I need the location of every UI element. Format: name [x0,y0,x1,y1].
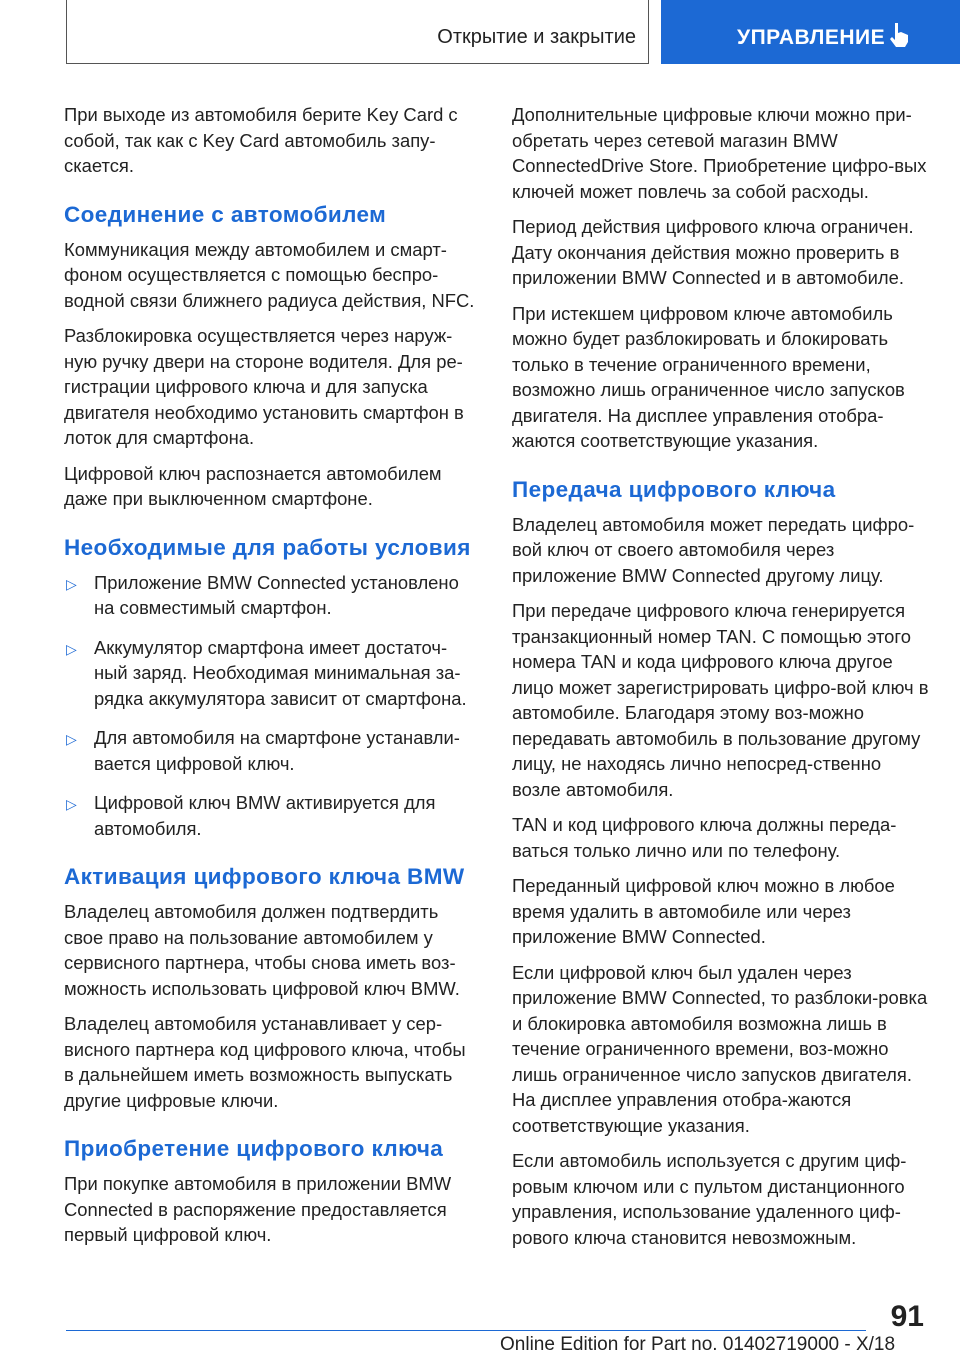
paragraph: TAN и код цифрового ключа должны переда-ваться только лично или по телефону. [512,814,897,861]
header-section-tab [66,0,649,64]
paragraph: При выходе из автомобиля берите Key Card с собой, так как с Key Card автомобиль запу-скается. [64,104,458,176]
paragraph: При истекшем цифровом ключе автомобиль можно будет разблокировать и блокировать только в течение ограниченного времени, возможно лишь ограниченное число запусков двигателя. На дисплее управления отобра-жаются соответствующие указания. [512,302,905,451]
list-item: ▷ Аккумулятор смартфона имеет достаточ-ный заряд. Необходимая минимальная за-рядка аккумулятора зависит от смартфона. [66,636,467,709]
header-section-title: Открытие и закрытие [437,26,636,48]
paragraph: Период действия цифрового ключа ограничен. Дату окончания действия можно проверить в приложении BMW Connected и в автомобиле. [512,216,914,288]
conditions-list [64,570,479,842]
paragraph: При передаче цифрового ключа генерируется транзакционный номер TAN. С помощью этого номера TAN и кода цифрового ключа другое лицо может зарегистрировать цифро-вой ключ в автомобиле. Благодаря этому воз-можно передавать автомобиль в пользование другому лицу, не находясь лично непосред-ственно возле автомобиля. [512,600,929,800]
list-item: ▷ Приложение BMW Connected установлено на совместимый смартфон. [66,571,459,618]
paragraph: Разблокировка осуществляется через наруж-ную ручку двери на стороне водителя. Для ре-гистрации цифрового ключа и для запуска двигателя необходимо установить смартфон в лоток для смартфона. [64,325,464,448]
paragraph: Владелец автомобиля может передать цифро-вой ключ от своего автомобиля через приложение BMW Connected другому лицу. [512,513,915,586]
triangle-bullet-icon: ▷ [66,640,77,657]
paragraph: Переданный цифровой ключ можно в любое время удалить в автомобиле или через приложение BMW Connected. [512,875,895,947]
paragraph: Дополнительные цифровые ключи можно при-обретать через сетевой магазин BMW ConnectedDrive Store. Приобретение цифро-вых ключей может повлечь за собой расходы. [512,104,927,202]
right-column [512,102,932,1260]
header-chapter-title: УПРАВЛЕНИЕ [737,26,886,49]
paragraph: Если автомобиль используется с другим циф-ровым ключом или с пультом дистанционного управления, использование удаленного циф-рового ключа становится невозможным. [512,1150,907,1248]
triangle-bullet-icon: ▷ [66,731,77,747]
header-chapter-tab [661,0,960,64]
paragraph: При покупке автомобиля в приложении BMW Connected в распоряжение предоставляется первый цифровой ключ. [64,1173,452,1245]
paragraph: Цифровой ключ распознается автомобилем даже при выключенном смартфоне. [64,462,442,509]
triangle-bullet-icon: ▷ [66,796,77,812]
section-heading: Передача цифрового ключа [512,476,836,502]
paragraph: Владелец автомобиля устанавливает у сер-висного партнера код цифрового ключа, чтобы в дальнейшем иметь возможность выпускать другие цифровые ключи. [64,1013,466,1111]
left-column [64,102,479,1258]
section-heading: Приобретение цифрового ключа [64,1136,444,1161]
footer-edition: Online Edition for Part no. 01402719000 - X/18 [500,1334,896,1355]
hand-pointer-icon [888,22,910,48]
list-item: ▷ Для автомобиля на смартфоне устанавли-вается цифровой ключ. [66,727,460,774]
list-item: ▷ Цифровой ключ BMW активируется для автомобиля. [66,792,436,839]
paragraph: Если цифровой ключ был удален через приложение BMW Connected, то разблоки-ровка и блокировка автомобиля возможна лишь в течение ограниченного времени, воз-можно лишь ограниченное число запусков двигателя. На дисплее управления отобра-жаются соответствующие указания. [512,961,928,1136]
paragraph: Владелец автомобиля должен подтвердить свое право на пользование автомобилем у сервисного партнера, чтобы снова иметь воз-можность использовать цифровой ключ BMW. [64,901,460,999]
section-heading: Соединение с автомобилем [64,201,387,227]
triangle-bullet-icon: ▷ [66,575,77,592]
section-heading: Активация цифрового ключа BMW [64,864,465,889]
section-heading: Необходимые для работы условия [64,534,471,560]
footer-divider [66,1330,866,1331]
paragraph: Коммуникация между автомобилем и смарт-фоном осуществляется с помощью беспро-водной связи ближнего радиуса действия, NFC. [64,238,475,311]
page-number: 91 [890,1300,924,1333]
